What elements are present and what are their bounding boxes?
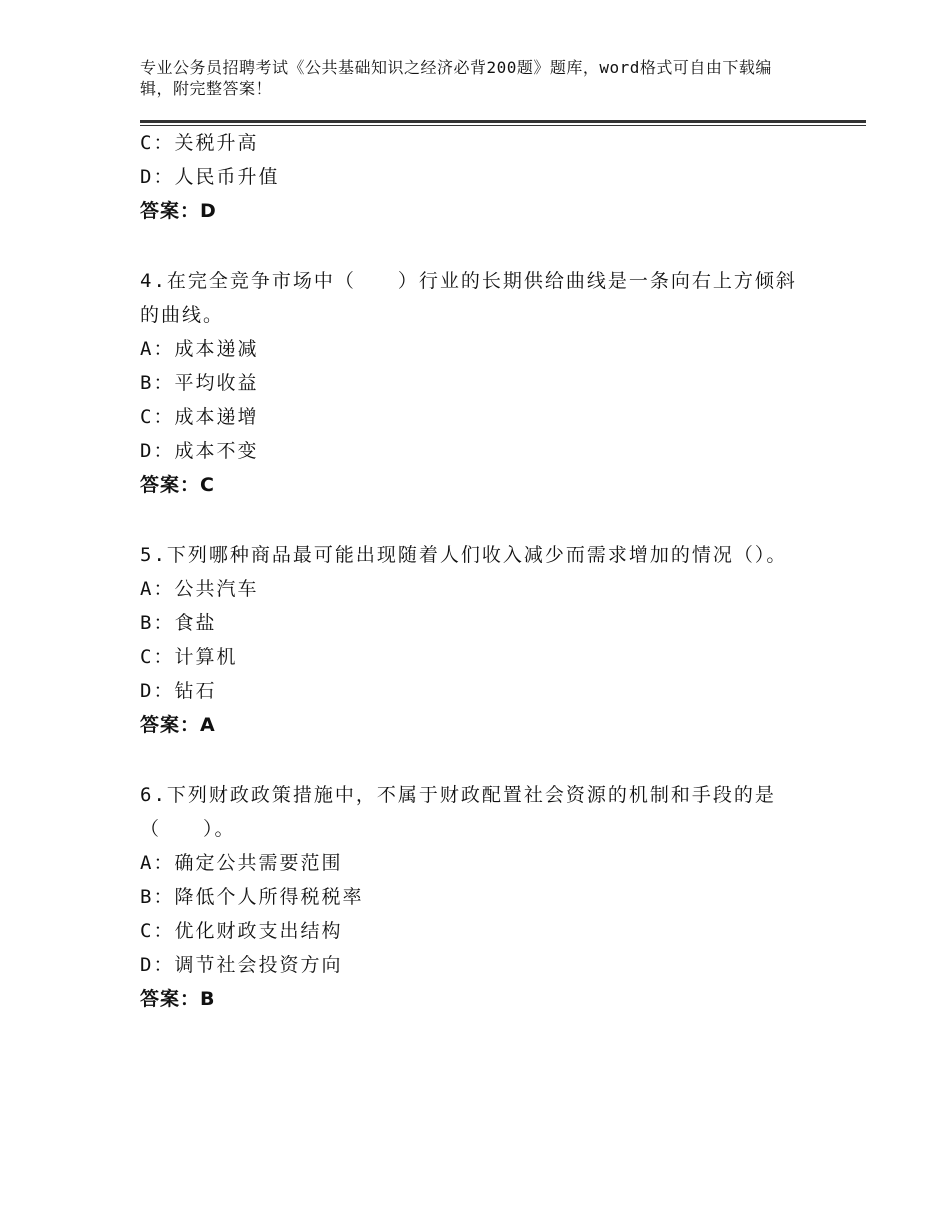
option-d: D：成本不变 (140, 440, 259, 462)
option-b: B：食盐 (140, 612, 217, 634)
question-text: 5.下列哪种商品最可能出现随着人们收入减少而需求增加的情况（）。 (140, 544, 788, 566)
answer: 答案：B (140, 988, 216, 1010)
option-a: A：公共汽车 (140, 578, 259, 600)
document-header: 专业公务员招聘考试《公共基础知识之经济必背200题》题库，word格式可自由下载编辑，附完整答案！ (140, 58, 772, 98)
document-body (140, 126, 800, 1016)
option-a: A：确定公共需要范围 (140, 852, 343, 874)
header-rule-thick (140, 120, 866, 123)
option-b: B：降低个人所得税税率 (140, 886, 364, 908)
option-d: D：调节社会投资方向 (140, 954, 343, 976)
option-a: A：成本递减 (140, 338, 259, 360)
answer: 答案：A (140, 714, 216, 736)
option-d: D：钻石 (140, 680, 217, 702)
question-text: 6.下列财政政策措施中，不属于财政配置社会资源的机制和手段的是（ ）。 (140, 784, 776, 840)
option-b: B：平均收益 (140, 372, 259, 394)
question-6 (140, 778, 800, 1016)
answer: 答案：C (140, 474, 215, 496)
previous-question-tail (140, 126, 800, 228)
question-5 (140, 538, 800, 742)
option-d: D：人民币升值 (140, 166, 280, 188)
question-text: 4.在完全竞争市场中（ ）行业的长期供给曲线是一条向右上方倾斜的曲线。 (140, 270, 797, 326)
question-4 (140, 264, 800, 502)
option-c: C：计算机 (140, 646, 238, 668)
option-c: C：关税升高 (140, 132, 259, 154)
answer: 答案：D (140, 200, 217, 222)
option-c: C：优化财政支出结构 (140, 920, 343, 942)
option-c: C：成本递增 (140, 406, 259, 428)
